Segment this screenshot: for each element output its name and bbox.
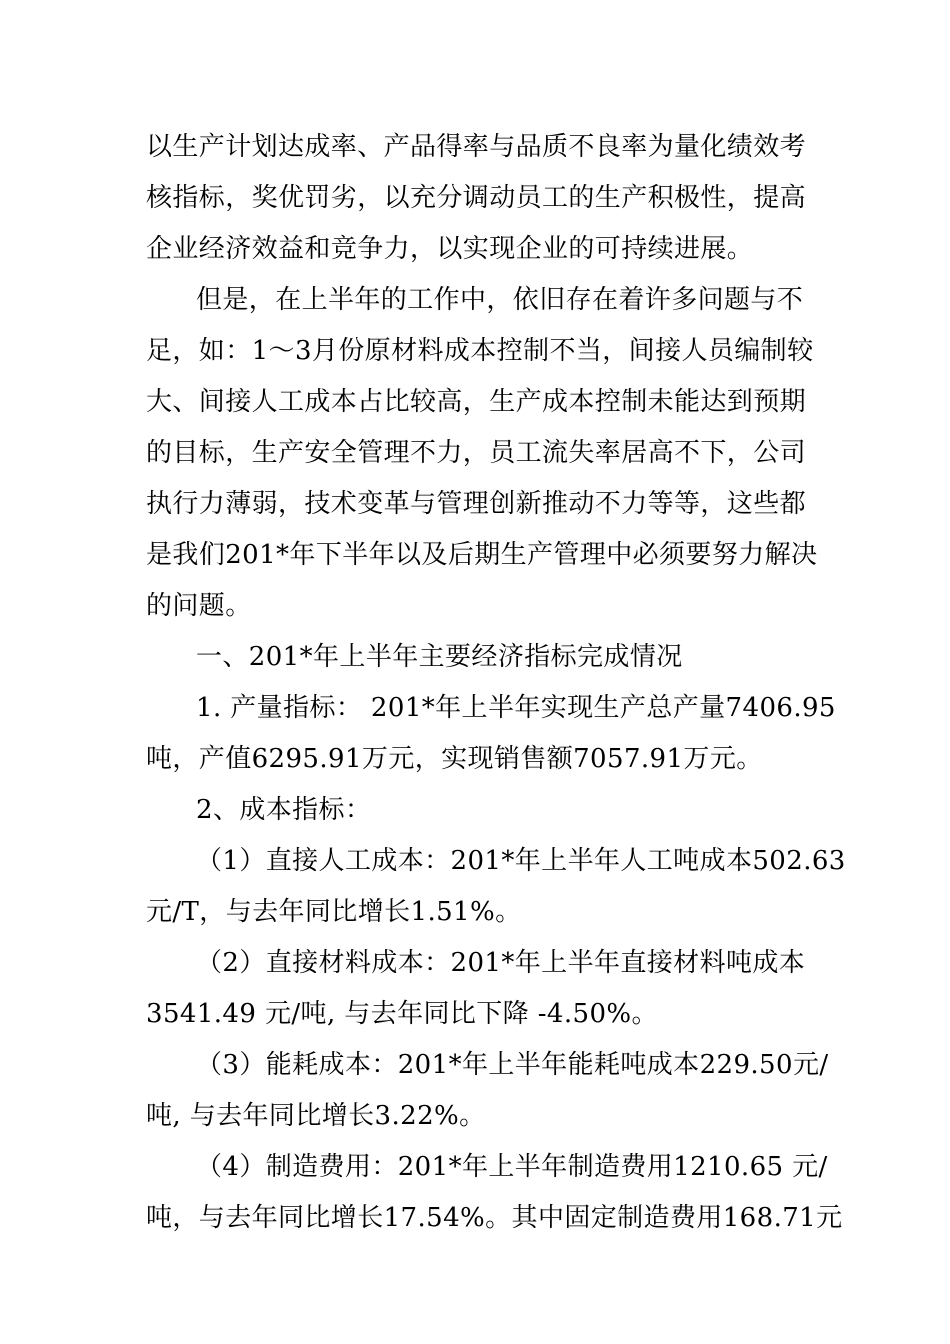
paragraph-line: 的问题。 <box>146 591 252 621</box>
paragraph-line: 是我们201*年下半年以及后期生产管理中必须要努力解决 <box>146 540 818 570</box>
paragraph-line: （1）直接人工成本：201*年上半年人工吨成本502.63 <box>196 846 846 876</box>
paragraph-line: 企业经济效益和竞争力，以实现企业的可持续进展。 <box>146 234 754 264</box>
paragraph-line: 核指标，奖优罚劣，以充分调动员工的生产积极性，提高 <box>146 183 807 213</box>
paragraph-line: 吨，与去年同比增长17.54%。其中固定制造费用168.71元 <box>146 1203 843 1233</box>
subsection-heading: 2、成本指标： <box>196 795 372 825</box>
paragraph-line: 足，如：1～3月份原材料成本控制不当，间接人员编制较 <box>146 336 814 366</box>
paragraph-line: 的目标，生产安全管理不力，员工流失率居高不下，公司 <box>146 438 807 468</box>
paragraph-line: 吨, 与去年同比增长3.22%。 <box>146 1101 486 1131</box>
paragraph-line: 3541.49 元/吨, 与去年同比下降 -4.50%。 <box>146 999 658 1029</box>
paragraph-line: 但是，在上半年的工作中，依旧存在着许多问题与不 <box>196 285 804 315</box>
section-heading: 一、201*年上半年主要经济指标完成情况 <box>196 642 683 672</box>
paragraph-line: 吨，产值6295.91万元，实现销售额7057.91万元。 <box>146 744 763 774</box>
paragraph-line: 元/T，与去年同比增长1.51%。 <box>146 897 522 927</box>
paragraph-line: 执行力薄弱，技术变革与管理创新推动不力等等，这些都 <box>146 489 807 519</box>
paragraph-line: （4）制造费用：201*年上半年制造费用1210.65 元/ <box>196 1152 828 1182</box>
paragraph-line: （3）能耗成本：201*年上半年能耗吨成本229.50元/ <box>196 1050 829 1080</box>
paragraph-line: （2）直接材料成本：201*年上半年直接材料吨成本 <box>196 948 806 978</box>
paragraph-line: 以生产计划达成率、产品得率与品质不良率为量化绩效考 <box>146 132 807 162</box>
paragraph-line: 1. 产量指标： 201*年上半年实现生产总产量7406.95 <box>196 693 836 723</box>
paragraph-line: 大、间接人工成本占比较高，生产成本控制未能达到预期 <box>146 387 807 417</box>
